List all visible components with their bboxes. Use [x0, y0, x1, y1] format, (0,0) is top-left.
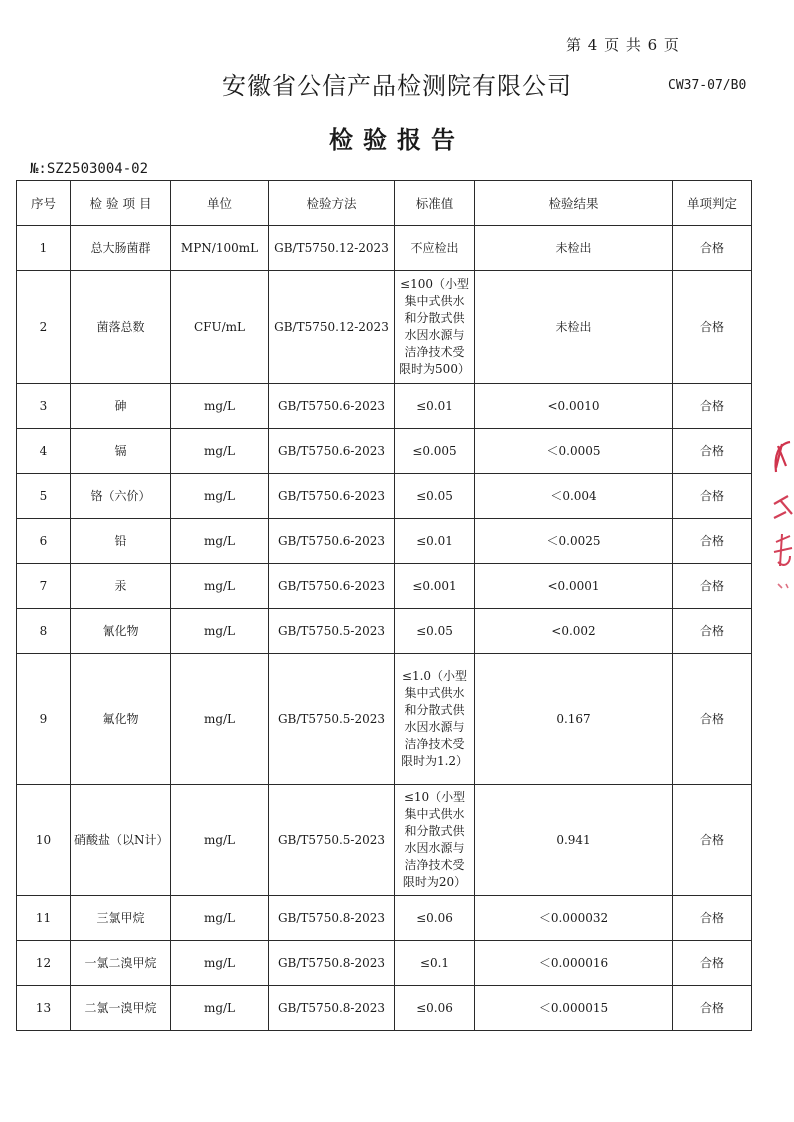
- row-unit: mg/L: [171, 564, 269, 609]
- row-no: 12: [17, 941, 71, 986]
- row-standard: ≤0.05: [395, 609, 475, 654]
- row-no: 1: [17, 226, 71, 271]
- col-header-no: 序号: [17, 181, 71, 226]
- table-row: [17, 564, 752, 609]
- row-unit: CFU/mL: [171, 271, 269, 384]
- row-method: GB/T5750.5-2023: [269, 609, 395, 654]
- row-result: <0.0001: [475, 564, 673, 609]
- row-no: 9: [17, 654, 71, 785]
- table-row: [17, 654, 752, 785]
- row-item: 镉: [71, 429, 171, 474]
- row-verdict: 合格: [673, 384, 752, 429]
- row-standard: ≤0.01: [395, 519, 475, 564]
- row-result: 未检出: [475, 226, 673, 271]
- row-standard: ≤0.05: [395, 474, 475, 519]
- row-standard: ≤0.001: [395, 564, 475, 609]
- row-method: GB/T5750.5-2023: [269, 654, 395, 785]
- row-unit: mg/L: [171, 896, 269, 941]
- row-item: 硝酸盐（以N计）: [71, 785, 171, 896]
- col-header-method: 检验方法: [269, 181, 395, 226]
- row-verdict: 合格: [673, 271, 752, 384]
- row-no: 13: [17, 986, 71, 1031]
- row-verdict: 合格: [673, 429, 752, 474]
- row-verdict: 合格: [673, 785, 752, 896]
- table-row: [17, 429, 752, 474]
- row-standard: ≤10（小型集中式供水和分散式供水因水源与洁净技术受限时为20）: [395, 785, 475, 896]
- row-unit: mg/L: [171, 941, 269, 986]
- row-unit: MPN/100mL: [171, 226, 269, 271]
- row-verdict: 合格: [673, 986, 752, 1031]
- row-method: GB/T5750.8-2023: [269, 896, 395, 941]
- row-item: 砷: [71, 384, 171, 429]
- row-result: ＜0.0025: [475, 519, 673, 564]
- row-unit: mg/L: [171, 986, 269, 1031]
- row-method: GB/T5750.6-2023: [269, 384, 395, 429]
- row-result: 未检出: [475, 271, 673, 384]
- row-result: 0.941: [475, 785, 673, 896]
- page-indicator: 第 4 页 共 6 页: [566, 36, 680, 54]
- row-standard: ≤0.06: [395, 896, 475, 941]
- row-verdict: 合格: [673, 896, 752, 941]
- row-standard: ≤0.01: [395, 384, 475, 429]
- row-standard: ≤0.06: [395, 986, 475, 1031]
- row-no: 8: [17, 609, 71, 654]
- row-item: 二氯一溴甲烷: [71, 986, 171, 1031]
- row-unit: mg/L: [171, 609, 269, 654]
- row-no: 3: [17, 384, 71, 429]
- row-method: GB/T5750.6-2023: [269, 564, 395, 609]
- row-no: 11: [17, 896, 71, 941]
- table-row: [17, 226, 752, 271]
- row-verdict: 合格: [673, 474, 752, 519]
- row-no: 7: [17, 564, 71, 609]
- col-header-standard: 标准值: [395, 181, 475, 226]
- row-method: GB/T5750.12-2023: [269, 271, 395, 384]
- table-row: [17, 609, 752, 654]
- table-row: [17, 896, 752, 941]
- table-row: [17, 519, 752, 564]
- row-verdict: 合格: [673, 941, 752, 986]
- red-seal-icon: [768, 438, 794, 608]
- row-method: GB/T5750.8-2023: [269, 986, 395, 1031]
- company-name: 安徽省公信产品检测院有限公司: [222, 72, 572, 100]
- row-item: 菌落总数: [71, 271, 171, 384]
- col-header-result: 检验结果: [475, 181, 673, 226]
- row-no: 2: [17, 271, 71, 384]
- col-header-unit: 单位: [171, 181, 269, 226]
- row-standard: ≤0.1: [395, 941, 475, 986]
- table-row: [17, 785, 752, 896]
- row-method: GB/T5750.12-2023: [269, 226, 395, 271]
- row-unit: mg/L: [171, 519, 269, 564]
- row-standard: ≤1.0（小型集中式供水和分散式供水因水源与洁净技术受限时为1.2）: [395, 654, 475, 785]
- row-item: 氰化物: [71, 609, 171, 654]
- row-no: 4: [17, 429, 71, 474]
- row-result: <0.002: [475, 609, 673, 654]
- row-no: 5: [17, 474, 71, 519]
- row-standard: 不应检出: [395, 226, 475, 271]
- row-result: ＜0.000016: [475, 941, 673, 986]
- row-method: GB/T5750.5-2023: [269, 785, 395, 896]
- row-unit: mg/L: [171, 785, 269, 896]
- row-verdict: 合格: [673, 226, 752, 271]
- row-verdict: 合格: [673, 654, 752, 785]
- row-result: ＜0.000032: [475, 896, 673, 941]
- report-title: 检验报告: [329, 125, 465, 154]
- row-verdict: 合格: [673, 564, 752, 609]
- row-result: <0.0010: [475, 384, 673, 429]
- table-header-row: [17, 181, 752, 226]
- row-verdict: 合格: [673, 609, 752, 654]
- table-row: [17, 384, 752, 429]
- row-standard: ≤0.005: [395, 429, 475, 474]
- row-item: 铅: [71, 519, 171, 564]
- row-result: ＜0.000015: [475, 986, 673, 1031]
- row-verdict: 合格: [673, 519, 752, 564]
- row-method: GB/T5750.8-2023: [269, 941, 395, 986]
- document-code: CW37-07/B0: [668, 78, 747, 93]
- col-header-item: 检 验 项 目: [71, 181, 171, 226]
- row-method: GB/T5750.6-2023: [269, 474, 395, 519]
- col-header-verdict: 单项判定: [673, 181, 752, 226]
- row-unit: mg/L: [171, 474, 269, 519]
- row-item: 一氯二溴甲烷: [71, 941, 171, 986]
- table-row: [17, 941, 752, 986]
- row-unit: mg/L: [171, 384, 269, 429]
- row-result: ＜0.0005: [475, 429, 673, 474]
- row-unit: mg/L: [171, 654, 269, 785]
- row-result: ＜0.004: [475, 474, 673, 519]
- row-result: 0.167: [475, 654, 673, 785]
- row-no: 10: [17, 785, 71, 896]
- row-no: 6: [17, 519, 71, 564]
- table-row: [17, 986, 752, 1031]
- row-item: 汞: [71, 564, 171, 609]
- results-table: [16, 180, 752, 1031]
- row-item: 铬（六价）: [71, 474, 171, 519]
- row-item: 氟化物: [71, 654, 171, 785]
- report-number: №:SZ2503004-02: [30, 161, 149, 177]
- row-item: 总大肠菌群: [71, 226, 171, 271]
- row-method: GB/T5750.6-2023: [269, 519, 395, 564]
- row-method: GB/T5750.6-2023: [269, 429, 395, 474]
- row-standard: ≤100（小型集中式供水和分散式供水因水源与洁净技术受限时为500）: [395, 271, 475, 384]
- table-row: [17, 271, 752, 384]
- table-row: [17, 474, 752, 519]
- row-item: 三氯甲烷: [71, 896, 171, 941]
- row-unit: mg/L: [171, 429, 269, 474]
